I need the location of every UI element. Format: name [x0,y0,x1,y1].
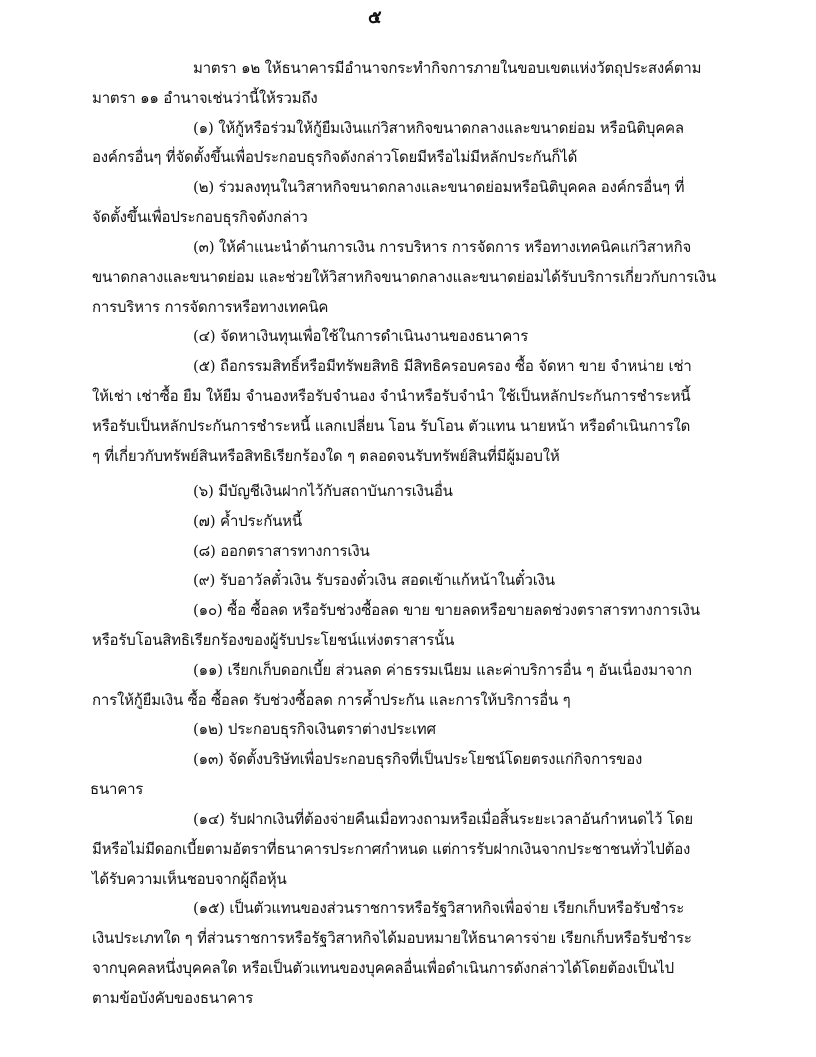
clause-3-cont-2: การบริหาร การจัดการหรือทางเทคนิค [92,298,329,316]
clause-13-cont: ธนาคาร [90,780,144,798]
clause-11: (๑๑) เรียกเก็บดอกเบี้ย ส่วนลด ค่าธรรมเนียม และค่าบริการอื่น ๆ อันเนื่องมาจาก [193,661,692,679]
clause-1: (๑) ให้กู้หรือร่วมให้กู้ยืมเงินแก่วิสาหกิจขนาดกลางและขนาดย่อม หรือนิติบุคคล [193,119,684,137]
clause-15-cont-2: จากบุคคลหนึ่งบุคคลใด หรือเป็นตัวแทนของบุคคลอื่นเพื่อดำเนินการดังกล่าวได้โดยต้องเป็นไป [92,959,674,977]
clause-3: (๓) ให้คำแนะนำด้านการเงิน การบริหาร การจัดการ หรือทางเทคนิคแก่วิสาหกิจ [193,238,692,256]
clause-15-cont-1: เงินประเภทใด ๆ ที่ส่วนราชการหรือรัฐวิสาหกิจได้มอบหมายให้ธนาคารจ่าย เรียกเก็บหรือรับชำระ [92,929,692,947]
clause-4: (๔) จัดหาเงินทุนเพื่อใช้ในการดำเนินงานของธนาคาร [193,327,529,345]
clause-14-cont-2: ได้รับความเห็นชอบจากผู้ถือหุ้น [92,870,287,888]
clause-10: (๑๐) ซื้อ ซื้อลด หรือรับช่วงซื้อลด ขาย ขายลดหรือขายลดช่วงตราสารทางการเงิน [193,601,700,619]
section-12-intro: มาตรา ๑๒ ให้ธนาคารมีอำนาจกระทำกิจการภายในขอบเขตแห่งวัตถุประสงค์ตาม [193,59,702,77]
clause-7: (๗) ค้ำประกันหนี้ [193,512,302,530]
clause-1-cont: องค์กรอื่นๆ ที่จัดตั้งขึ้นเพื่อประกอบธุรกิจดังกล่าวโดยมีหรือไม่มีหลักประกันก็ได้ [92,148,578,166]
clause-5-cont-2: หรือรับเป็นหลักประกันการชำระหนี้ แลกเปลี่ยน โอน รับโอน ตัวแทน นายหน้า หรือดำเนินการใด [92,417,691,435]
clause-3-cont-1: ขนาดกลางและขนาดย่อม และช่วยให้วิสาหกิจขนาดกลางและขนาดย่อมได้รับบริการเกี่ยวกับการเงิน [92,268,716,286]
clause-14-cont-1: มีหรือไม่มีดอกเบี้ยตามอัตราที่ธนาคารประกาศกำหนด แต่การรับฝากเงินจากประชาชนทั่วไปต้อง [92,840,691,858]
clause-13: (๑๓) จัดตั้งบริษัทเพื่อประกอบธุรกิจที่เป็นประโยชน์โดยตรงแก่กิจการของ [193,750,643,768]
clause-2-cont: จัดตั้งขึ้นเพื่อประกอบธุรกิจดังกล่าว [92,208,308,226]
clause-14: (๑๔) รับฝากเงินที่ต้องจ่ายคืนเมื่อทวงถามหรือเมื่อสิ้นระยะเวลาอันกำหนดไว้ โดย [193,810,693,828]
clause-11-cont: การให้กู้ยืมเงิน ซื้อ ซื้อลด รับช่วงซื้อลด การค้ำประกัน และการให้บริการอื่น ๆ [92,691,571,709]
clause-2: (๒) ร่วมลงทุนในวิสาหกิจขนาดกลางและขนาดย่อมหรือนิติบุคคล องค์กรอื่นๆ ที่ [193,178,685,196]
clause-5: (๕) ถือกรรมสิทธิ์หรือมีทรัพยสิทธิ มีสิทธิครอบครอง ซื้อ จัดหา ขาย จำหน่าย เช่า [193,357,692,375]
clause-8: (๘) ออกตราสารทางการเงิน [193,542,370,560]
clause-15: (๑๕) เป็นตัวแทนของส่วนราชการหรือรัฐวิสาหกิจเพื่อจ่าย เรียกเก็บหรือรับชำระ [193,899,685,917]
clause-6: (๖) มีบัญชีเงินฝากไว้กับสถาบันการเงินอื่น [193,482,453,500]
clause-12: (๑๒) ประกอบธุรกิจเงินตราต่างประเทศ [193,720,436,738]
clause-15-cont-3: ตามข้อบังคับของธนาคาร [92,989,254,1007]
clause-5-cont-1: ให้เช่า เช่าซื้อ ยืม ให้ยืม จำนองหรือรับจำนอง จำนำหรือรับจำนำ ใช้เป็นหลักประกันการชำระหนี้ [92,387,691,405]
clause-9: (๙) รับอาวัลตั๋วเงิน รับรองตั๋วเงิน สอดเข้าแก้หน้าในตั๋วเงิน [193,571,555,589]
section-12-intro-cont: มาตรา ๑๑ อำนาจเช่นว่านี้ให้รวมถึง [92,89,318,107]
clause-5-cont-3: ๆ ที่เกี่ยวกับทรัพย์สินหรือสิทธิเรียกร้องใด ๆ ตลอดจนรับทรัพย์สินที่มีผู้มอบให้ [92,447,560,465]
page-number: ๕ [368,7,382,28]
clause-10-cont: หรือรับโอนสิทธิเรียกร้องของผู้รับประโยชน์แห่งตราสารนั้น [92,631,455,649]
